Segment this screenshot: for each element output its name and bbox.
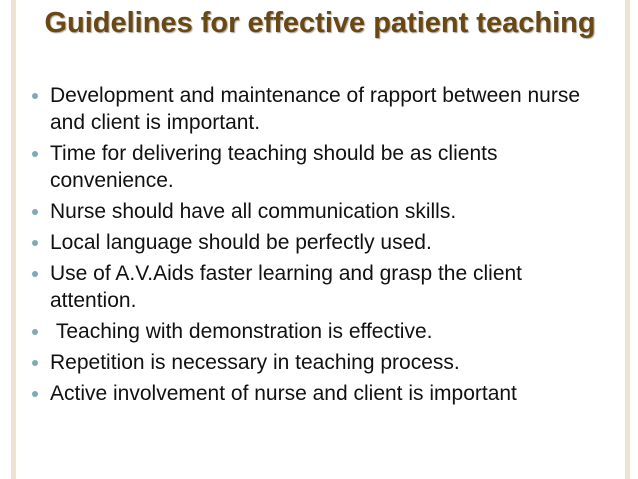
- bullet-text: Local language should be perfectly used.: [50, 231, 432, 254]
- left-border-decoration: [11, 0, 16, 479]
- bullet-icon: [28, 82, 42, 109]
- bullet-text: Repetition is necessary in teaching process.: [50, 351, 460, 374]
- bullet-item: [28, 229, 608, 256]
- slide-title: Guidelines for effective patient teaching: [44, 7, 596, 39]
- bullet-text: Development and maintenance of rapport between nurse and client is important.: [50, 84, 581, 134]
- bullet-text: Nurse should have all communication skills.: [50, 200, 457, 223]
- bullet-item: [28, 318, 608, 345]
- right-border-decoration: [625, 0, 630, 479]
- bullet-text: Use of A.V.Aids faster learning and grasp the client attention.: [50, 262, 523, 312]
- bullet-icon: [28, 229, 42, 256]
- bullet-item: [28, 198, 608, 225]
- bullet-icon: [28, 260, 42, 287]
- bullet-icon: [28, 198, 42, 225]
- bullet-item: [28, 260, 608, 314]
- bullet-text: Time for delivering teaching should be as clients convenience.: [50, 142, 498, 192]
- bullet-icon: [28, 349, 42, 376]
- bullet-text: Active involvement of nurse and client is important: [50, 382, 517, 405]
- bullet-icon: [28, 140, 42, 167]
- bullet-text: Teaching with demonstration is effective.: [50, 320, 433, 343]
- bullet-list: [28, 82, 608, 411]
- bullet-item: [28, 82, 608, 136]
- bullet-icon: [28, 318, 42, 345]
- bullet-item: [28, 380, 608, 407]
- bullet-item: [28, 349, 608, 376]
- bullet-icon: [28, 380, 42, 407]
- bullet-item: [28, 140, 608, 194]
